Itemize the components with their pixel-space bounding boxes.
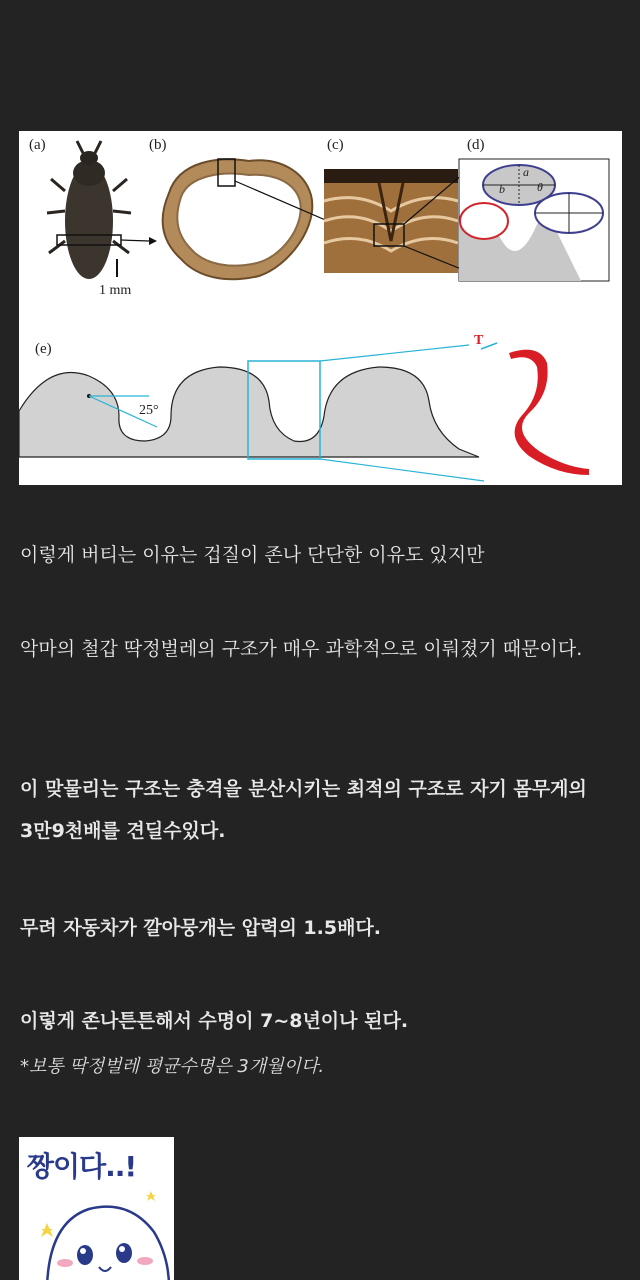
scale-label: 1 mm <box>99 283 132 298</box>
panel-label-e: (e) <box>35 341 52 357</box>
paragraph-1: 이렇게 버티는 이유는 겁질이 존나 단단한 이유도 있지만 <box>20 544 485 566</box>
paragraph-2: 악마의 철갑 딱정벌레의 구조가 매우 과학적으로 이뤄졌기 때문이다. <box>20 638 583 660</box>
reaction-sticker <box>19 1137 174 1280</box>
micrograph-panel <box>324 169 458 273</box>
diagram-letter-theta: θ <box>537 180 543 194</box>
angle-label: 25° <box>139 403 159 418</box>
diagram-letter-b: b <box>499 182 505 196</box>
paragraph-5: 이렇게 존나튼튼해서 수명이 7~8년이나 된다. <box>20 1010 409 1032</box>
panel-label-a: (a) <box>29 137 46 153</box>
paragraph-3: 이 맞물리는 구조는 충격을 분산시키는 최적의 구조로 자기 몸무게의 3만9천배를 견딜수있다. <box>20 778 587 842</box>
sticker-character-icon <box>19 1137 174 1280</box>
panel-label-c: (c) <box>327 137 344 153</box>
diagram-letter-a: a <box>523 165 529 179</box>
beetle-illustration <box>47 141 157 279</box>
panel-label-d: (d) <box>467 137 485 153</box>
cross-section-ring <box>163 159 313 279</box>
figure-svg <box>19 131 622 485</box>
beetle-structure-figure <box>19 131 622 485</box>
interlocking-profile <box>19 343 589 481</box>
geometric-model <box>459 159 609 281</box>
sticker-caption: 짱이다..! <box>27 1150 137 1183</box>
paragraph-6-note: *보통 딱정벌레 평균수명은 3개월이다. <box>20 1056 325 1077</box>
tension-label: T <box>474 333 484 348</box>
paragraph-4: 무려 자동차가 깔아뭉개는 압력의 1.5배다. <box>20 917 381 939</box>
panel-label-b: (b) <box>149 137 167 153</box>
